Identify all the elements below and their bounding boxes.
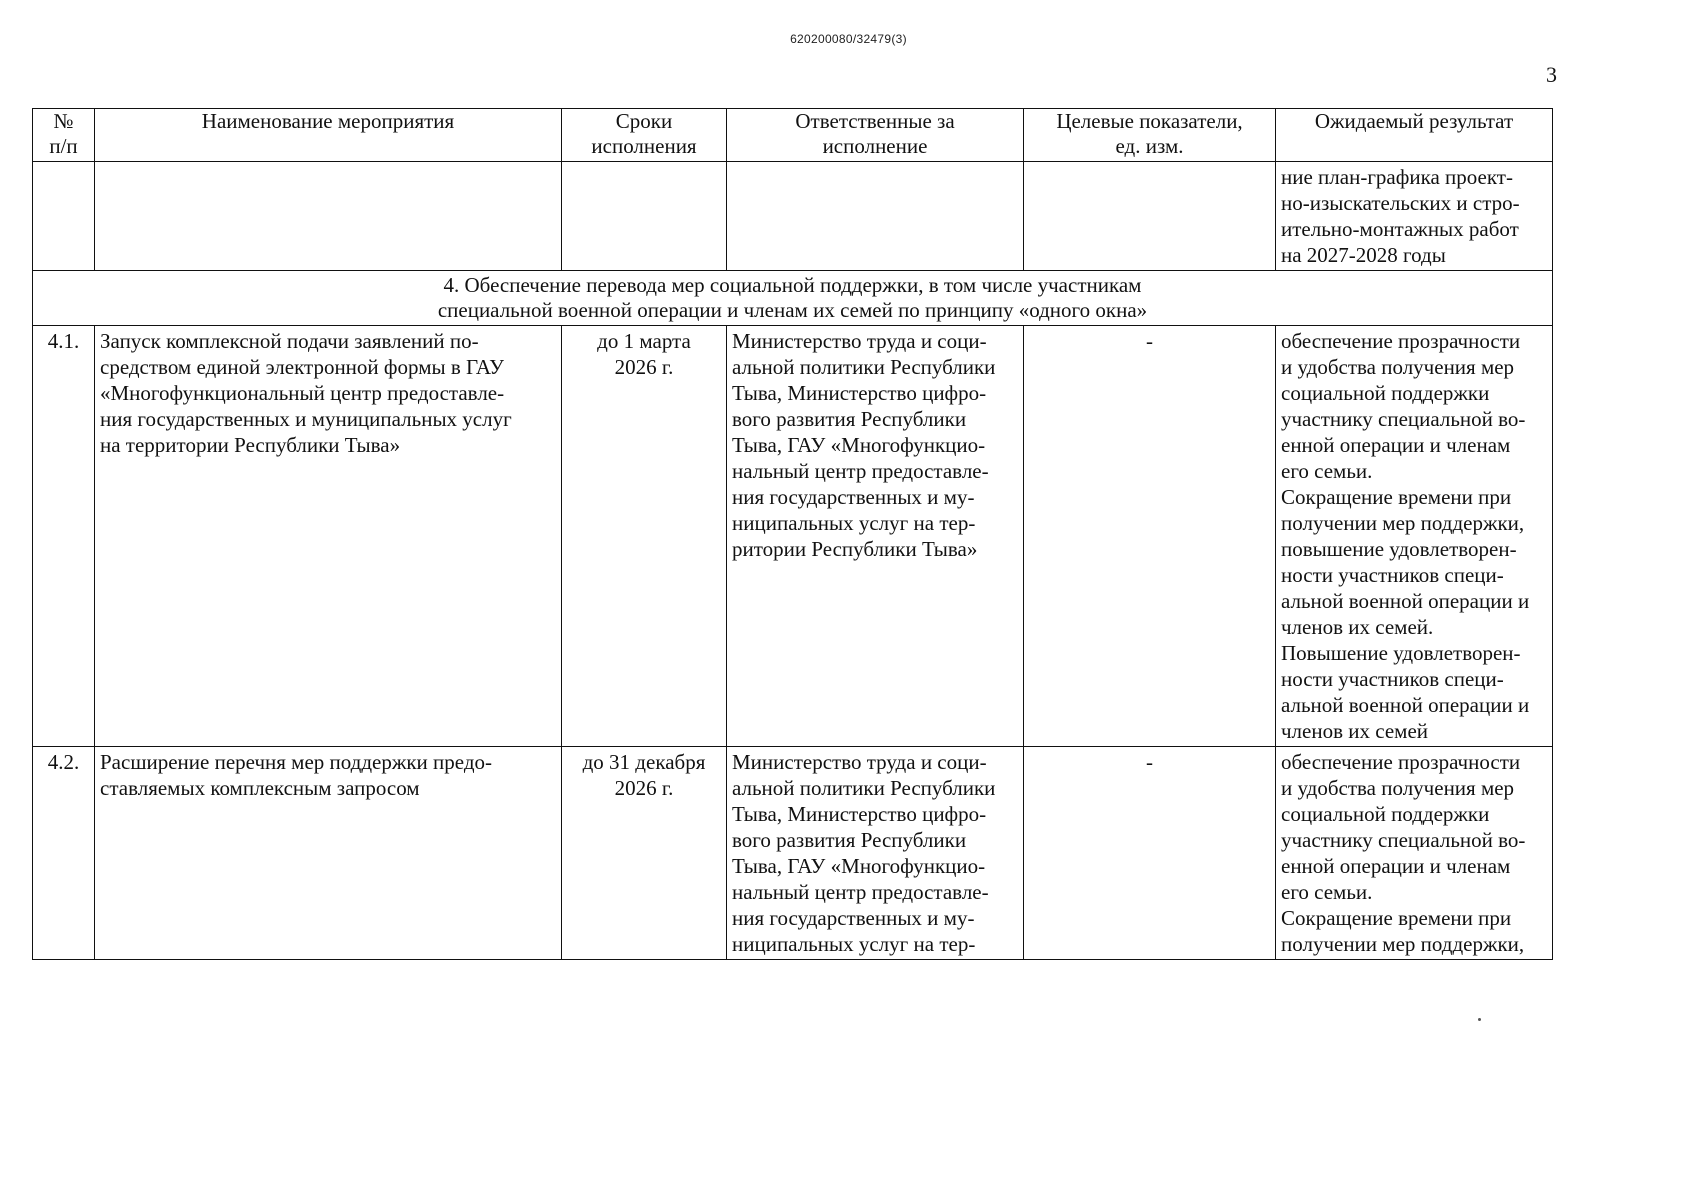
action-plan-table [32, 108, 1553, 960]
scan-speck [1478, 1018, 1481, 1021]
column-header-number: № п/п [33, 109, 95, 162]
cell-number: 4.1. [33, 326, 95, 747]
cell-indicators [1024, 162, 1276, 271]
cell-result: ние план-графика проект- но-изыскательских и стро- ительно-монтажных работ на 2027-2028 годы [1276, 162, 1553, 271]
document-id: 620200080/32479(3) [790, 32, 907, 46]
section-title: 4. Обеспечение перевода мер социальной поддержки, в том числе участникам специальной военной операции и членам их семей по принципу «одного окна» [33, 271, 1553, 326]
cell-indicators: - [1024, 747, 1276, 960]
column-header-responsible: Ответственные за исполнение [727, 109, 1024, 162]
cell-deadline: до 31 декабря 2026 г. [562, 747, 727, 960]
cell-responsible: Министерство труда и соци- альной политики Республики Тыва, Министерство цифро- вого развития Республики Тыва, ГАУ «Многофункцио- нальный центр предоставле- ния государственных и му- ниципальных услуг на тер- ритории Республики Тыва» [727, 326, 1024, 747]
column-header-deadline: Сроки исполнения [562, 109, 727, 162]
cell-result: обеспечение прозрачности и удобства получения мер социальной поддержки участнику специальной во- енной операции и членам его семьи. Сокращение времени при получении мер поддержки, повышение удовлетворен- ности участников специ- альной военной операции и членов их семей. Повышение удовлетворен- ности участников специ- альной военной операции и членов их семей [1276, 326, 1553, 747]
cell-number [33, 162, 95, 271]
table-row [33, 326, 1553, 747]
cell-name: Запуск комплексной подачи заявлений по- средством единой электронной формы в ГАУ «Многофункциональный центр предоставле- ния государственных и муниципальных услуг на территории Республики Тыва» [95, 326, 562, 747]
cell-deadline [562, 162, 727, 271]
table-header-row [33, 109, 1553, 162]
column-header-result: Ожидаемый результат [1276, 109, 1553, 162]
cell-indicators: - [1024, 326, 1276, 747]
cell-number: 4.2. [33, 747, 95, 960]
table-row-continuation [33, 162, 1553, 271]
cell-result: обеспечение прозрачности и удобства получения мер социальной поддержки участнику специальной во- енной операции и членам его семьи. Сокращение времени при получении мер поддержки, [1276, 747, 1553, 960]
cell-responsible: Министерство труда и соци- альной политики Республики Тыва, Министерство цифро- вого развития Республики Тыва, ГАУ «Многофункцио- нальный центр предоставле- ния государственных и му- ниципальных услуг на тер- [727, 747, 1024, 960]
page-number: 3 [1546, 62, 1557, 87]
cell-name: Расширение перечня мер поддержки предо- ставляемых комплексным запросом [95, 747, 562, 960]
table-row [33, 747, 1553, 960]
column-header-name: Наименование мероприятия [95, 109, 562, 162]
cell-responsible [727, 162, 1024, 271]
cell-name [95, 162, 562, 271]
column-header-indicators: Целевые показатели, ед. изм. [1024, 109, 1276, 162]
cell-deadline: до 1 марта 2026 г. [562, 326, 727, 747]
section-heading-row [33, 271, 1553, 326]
